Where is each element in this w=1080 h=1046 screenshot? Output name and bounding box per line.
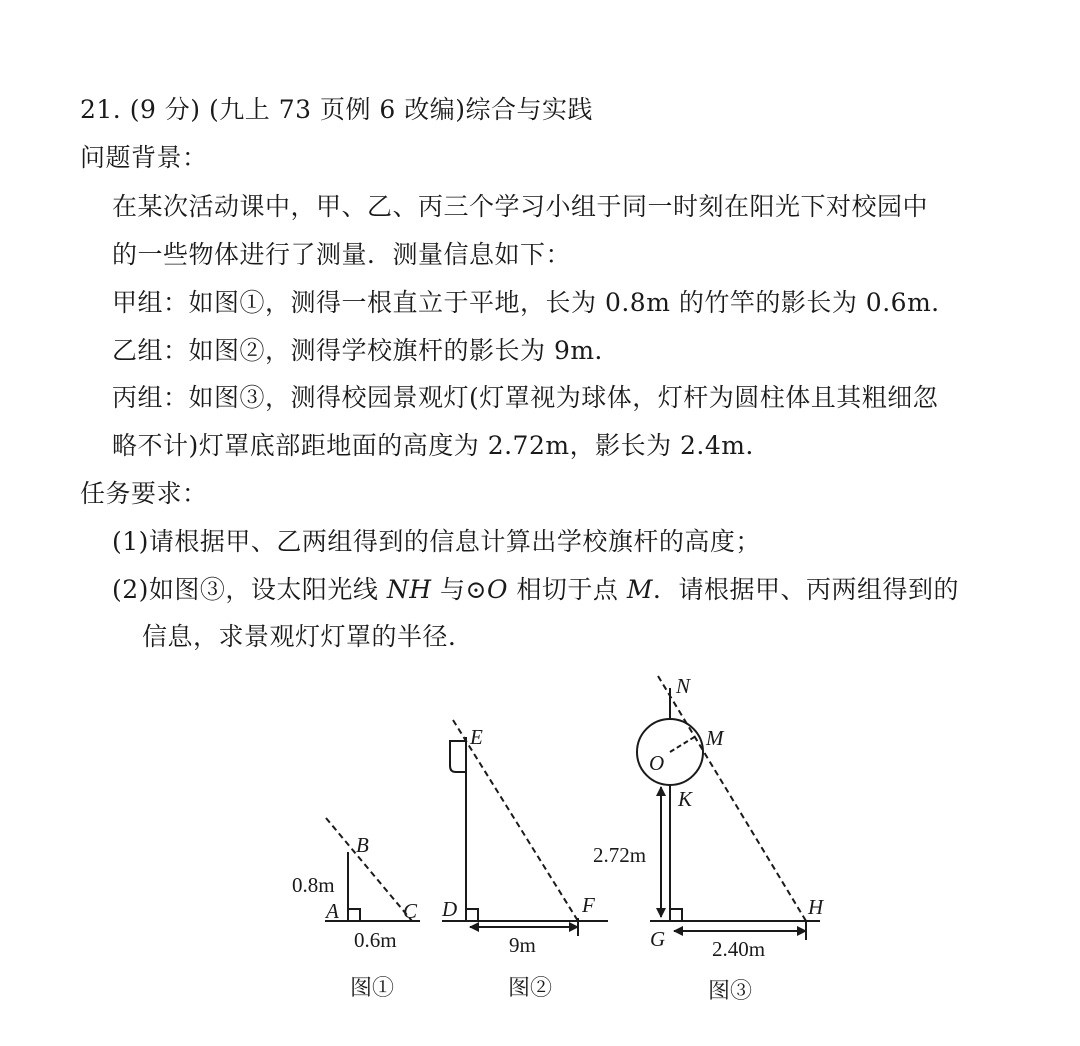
task-2-nh: NH <box>386 575 432 604</box>
figure-3 <box>637 676 820 940</box>
task-title: 任务要求： <box>80 479 208 508</box>
group-c-info-line-2: 略不计)灯罩底部距地面的高度为 2.72m，影长为 2.4m． <box>112 431 771 460</box>
background-line-1: 在某次活动课中，甲、乙、丙三个学习小组于同一时刻在阳光下对校园中 <box>112 192 929 221</box>
fig3-label-o: O <box>649 751 665 775</box>
fig3-label-k: K <box>678 787 693 811</box>
fig3-label-h: H <box>808 895 824 919</box>
fig2-label-f: F <box>582 893 595 917</box>
fig3-caption: 图③ <box>708 978 753 1003</box>
fig2-label-d: D <box>442 897 458 921</box>
fig2-label-e: E <box>470 725 483 749</box>
task-1: (1)请根据甲、乙两组得到的信息计算出学校旗杆的高度； <box>112 527 761 556</box>
task-2-part-a: (2)如图③，设太阳光线 <box>112 575 387 604</box>
fig1-caption: 图① <box>350 975 395 1000</box>
fig3-label-m: M <box>706 726 724 750</box>
fig3-label-g: G <box>650 927 666 951</box>
fig1-label-a: A <box>326 899 339 923</box>
fig1-label-c: C <box>403 899 418 923</box>
fig3-shadow-label: 2.40m <box>712 937 766 961</box>
group-a-info: 甲组：如图①，测得一根直立于平地，长为 0.8m 的竹竿的影长为 0.6m． <box>112 288 957 317</box>
background-line-2: 的一些物体进行了测量．测量信息如下： <box>112 240 572 269</box>
task-2-part-b: 与⊙ <box>431 575 487 604</box>
task-2-m: M <box>626 575 653 604</box>
task-2-o: O <box>486 575 508 604</box>
task-2-line-2: 信息，求景观灯灯罩的半径． <box>142 622 474 651</box>
fig1-shadow-label: 0.6m <box>354 928 397 952</box>
fig2-shadow-label: 9m <box>509 933 536 957</box>
problem-header: 21. (9 分) (九上 73 页例 6 改编)综合与实践 <box>80 95 594 124</box>
task-2-part-d: ．请根据甲、丙两组得到的 <box>652 575 959 604</box>
fig1-height-label: 0.8m <box>292 873 335 897</box>
fig1-label-b: B <box>356 833 369 857</box>
task-2-part-c: 相切于点 <box>507 575 627 604</box>
group-b-info: 乙组：如图②，测得学校旗杆的影长为 9m． <box>112 336 621 365</box>
group-c-info-line-1: 丙组：如图③，测得校园景观灯(灯罩视为球体，灯杆为圆柱体且其粗细忽 <box>112 383 939 412</box>
fig3-height-label: 2.72m <box>593 843 647 867</box>
background-title: 问题背景： <box>80 143 208 172</box>
fig3-label-n: N <box>676 674 691 698</box>
fig2-caption: 图② <box>508 975 553 1000</box>
